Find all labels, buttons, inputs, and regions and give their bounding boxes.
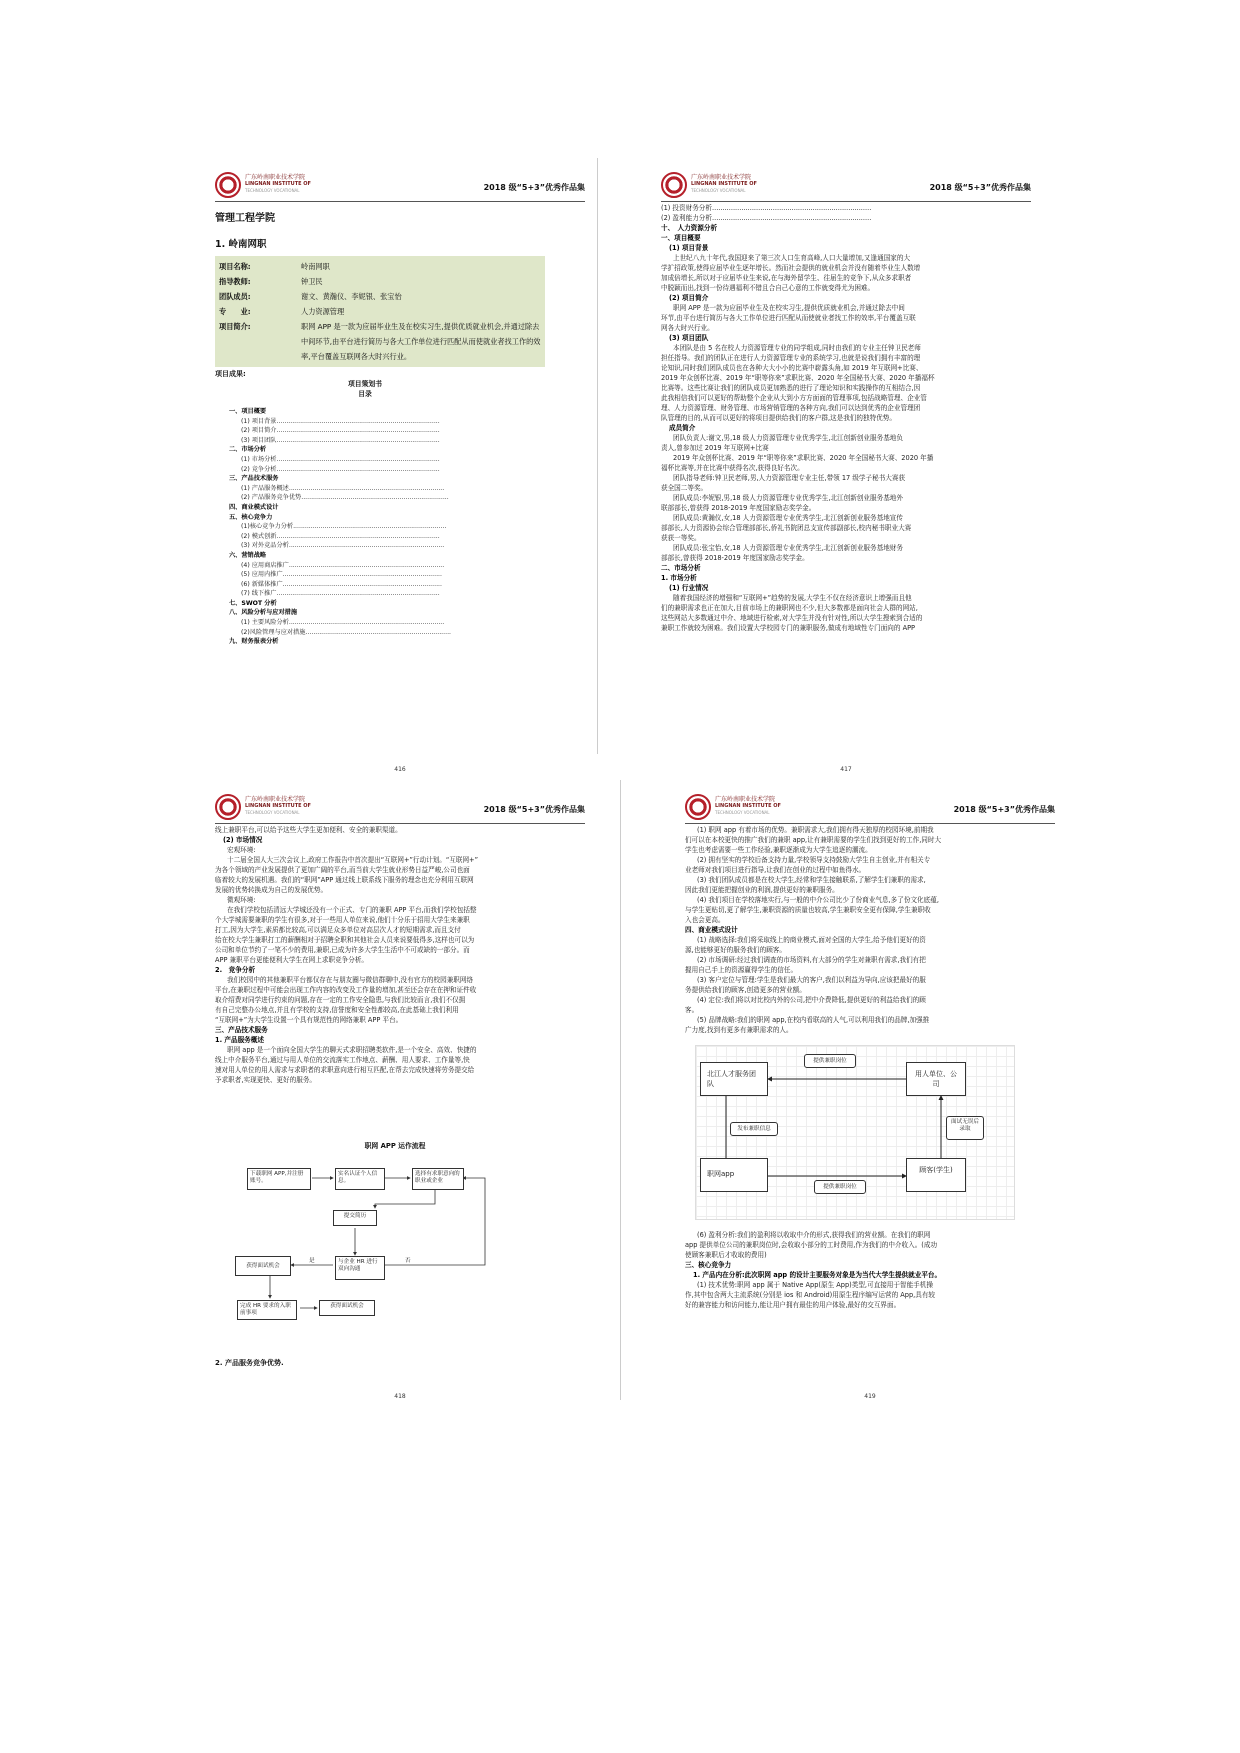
paragraph-line: (3) 客户定位与管理:学生是我们最大的客户,我们以利益为导向,应该把最好的服 [697, 976, 926, 984]
paragraph-line: 2019 年众创杯比赛、2019 年“职等你来”求职比赛、2020 年全国秘书大赛、2020 年播 [673, 454, 934, 462]
paragraph-line: 部部长,人力资源协会综合管理部部长,侨礼书院团总支宣传部副部长,校内秘书职业大赛 [661, 524, 912, 532]
diagram-label-left: 发布兼职信息 [730, 1122, 778, 1136]
page-header [661, 168, 1031, 204]
toc-entry[interactable]: (1) 主要风险分析............................................................................... [241, 619, 445, 627]
diagram-label-bottom: 提供兼职岗位 [814, 1180, 866, 1194]
school-logo-icon [661, 172, 687, 198]
page-number: 418 [394, 1393, 406, 1400]
paragraph-line: 作,其中包含两大主流系统(分别是 ios 和 Android)用原生程序编写运营的 App,具有较 [685, 1291, 936, 1299]
paragraph-line: 加成倍增长,所以对于应届毕业生来说,在与海外留学生、往届生的竞争下,从众多求职者 [661, 274, 912, 282]
flow-step-interview: 获得面试机会 [235, 1256, 291, 1276]
paragraph-line: 务提供给我们的顾客,创造更多的营业额。 [685, 986, 806, 994]
school-name-en: LINGNAN INSTITUTE OF [245, 803, 311, 809]
paragraph-line: 福杯比赛等,并在比赛中获得名次,获得良好名次。 [661, 464, 804, 472]
section-heading: (3) 项目团队 [669, 334, 709, 342]
paragraph-line: 速对用人单位的用人需求与求职者的求职意向进行相互匹配,在帮去完成快速将劳务提交给 [215, 1066, 475, 1074]
section-heading: 三、核心竞争力 [685, 1261, 732, 1269]
paragraph-line: (3) 我们团队成员都是在校大学生,经常和学生接触联系,了解学生们兼职的需求, [697, 876, 926, 884]
paragraph-line: (6) 盈利分析:我们的盈利将以收取中介的形式,获得我们的营业额。在我们的职网 [697, 1231, 931, 1239]
toc-entry[interactable]: (3) 对外竞品分析............................................................................... [241, 542, 445, 550]
school-name-sub: TECHNOLOGY VOCATIONAL [245, 810, 300, 815]
section-heading: (1) 行业情况 [669, 584, 709, 592]
header-rule [215, 823, 585, 824]
page-divider-top [597, 158, 598, 754]
toc-entry[interactable]: (5) 应用内推广................................................................................. [241, 571, 442, 579]
paragraph-line: (1) 职网 app 有着市场的优势。兼职需求大,我们拥有得天独厚的校园环境,前期我 [697, 826, 934, 834]
toc-entry[interactable]: (2) 竞争分析................................................................................... [241, 465, 440, 473]
school-name: 广东岭南职业技术学院 [245, 796, 306, 803]
info-key: 项目名称: [219, 262, 251, 271]
toc-entry[interactable]: 七、SWOT 分析 [229, 599, 277, 607]
paragraph-line: 为各个领域的产业发展提供了更加广阔的平台,而当前大学生就业形势日益严峻,公司也面 [215, 866, 470, 874]
section-heading: (2) 市场情况 [223, 836, 263, 844]
collection-title: 2018 级“5+3”优秀作品集 [483, 183, 585, 192]
paragraph-line: 职网 app 是一个面向全国大学生的聊天式求职招聘类软件,是一个安全、高效、快捷的 [227, 1046, 477, 1054]
toc-entry[interactable]: (1)核心竞争力分析.............................................................................. [241, 523, 447, 531]
section-heading: (1) 项目背景 [669, 244, 709, 252]
toc-entry[interactable]: (1) 市场分析................................................................................... [241, 455, 440, 463]
competitive-advantage-heading: 2. 产品服务竞争优势. [215, 1359, 284, 1367]
toc-entry[interactable]: (1) 产品服务概述............................................................................... [241, 484, 445, 492]
section-heading: 十、 人力资源分析 [661, 224, 718, 232]
flow-step-submit: 提交简历 [333, 1210, 377, 1226]
page-body-continued [685, 1230, 1055, 1310]
paragraph-line: 与学生更贴切,更了解学生,兼职资源的质量也较高,学生兼职安全更有保障,学生兼职收 [685, 906, 931, 914]
paragraph-line: 发展的优势转换成为自己的发展优势。 [215, 886, 328, 894]
paragraph-line: 好的兼容能力和访问能力,能让用户拥有最佳的用户体验,最好的交互界面。 [685, 1301, 901, 1309]
header-rule [215, 201, 585, 202]
paragraph-line: 网各大时兴行业。 [661, 324, 714, 332]
info-row [219, 289, 541, 304]
toc-entry[interactable]: 一、项目概要 [229, 408, 267, 415]
paragraph-line: 十二届全国人大三次会议上,政府工作报告中首次提出“互联网+”行动计划。“互联网+” [227, 856, 478, 864]
project-info-table [215, 256, 545, 367]
paragraph-line: “互联网+”为大学生设置一个具有规范性的网络兼职 APP 平台。 [215, 1016, 403, 1024]
paragraph-line: 理、人力资源管理、财务管理、市场营销管理的各种方向,我们可以达到优秀的企业管理团 [661, 404, 921, 412]
paragraph-line: 团队成员:张宝怡,女,18 人力资源管理专业优秀学生,北江创新创业服务基地财务 [673, 544, 903, 552]
paragraph-line: 使顾客兼职后才收取的费用) [685, 1251, 767, 1259]
paragraph-line: 担任指导。我们的团队正在进行人力资源管理专业的系统学习,也就是说我们拥有丰富的理 [661, 354, 921, 362]
flow-step-download: 下载职网 APP,并注册账号。 [247, 1168, 311, 1190]
page-header [215, 168, 585, 204]
page-body [661, 203, 1031, 633]
section-heading: 1. 产品服务概述 [215, 1036, 264, 1044]
school-name: 广东岭南职业技术学院 [691, 174, 752, 181]
header-rule [685, 823, 1055, 824]
paragraph-line: 因此我们更能把握创业的利润,提供更好的兼职服务。 [685, 886, 839, 894]
info-row [219, 274, 541, 289]
info-row [219, 304, 541, 319]
toc-title: 目录 [358, 390, 372, 398]
paragraph-line: 取介绍费对同学进行约束的问题,存在一定的工作安全隐患,与我们比较而言,我们不仅拥 [215, 996, 466, 1004]
paragraph-line: 本团队是由 5 名在校人力资源管理专业的同学组成,同时由我们的专业主任钟卫民老师 [673, 344, 921, 352]
school-name: 广东岭南职业技术学院 [715, 796, 776, 803]
paragraph-line: 中脱颖而出,找到一份待遇福利不错且合自己心意的工作就变得尤为困难。 [661, 284, 875, 292]
toc-entry[interactable]: 九、财务报表分析 [229, 638, 279, 646]
paragraph-line: 们可以在本校更快的推广我们的兼职 app,让有兼职需要的学生们找到更好的工作,同时大 [685, 836, 942, 844]
school-logo-icon [215, 794, 241, 820]
paragraph-line: (5) 品牌战略:我们的职网 app,在校内看联高的人气,可以利用我们的品牌,加强推 [697, 1016, 930, 1024]
school-logo-icon [215, 172, 241, 198]
page-body [685, 825, 1055, 1035]
header-rule [661, 201, 1031, 202]
flow-yes-label: 是 [309, 1258, 315, 1264]
paragraph-line: 团队成员:李妮银,男,18 级人力资源管理专业优秀学生,北江创新创业服务基地外 [673, 494, 903, 502]
school-name-en: LINGNAN INSTITUTE OF [245, 181, 311, 187]
page-body [215, 825, 585, 1085]
toc-entry[interactable]: (7) 线下推广................................................................................... [241, 590, 440, 598]
paragraph-line: 比赛等。这些比赛让我们的团队成员更加熟悉的进行了理论知识和实践操作的互相结合,因 [661, 384, 921, 392]
paragraph-line: 广力度,找到有更多有兼职需求的人。 [685, 1026, 793, 1034]
paragraph-line: 线上中介服务平台,通过与用人单位的交流落实工作地点、薪酬、用人要求、工作量等,快 [215, 1056, 470, 1064]
info-value: 钟卫民 [301, 277, 323, 286]
toc-entry[interactable]: 四、商业模式设计 [229, 503, 279, 511]
table-of-contents [229, 407, 529, 647]
paragraph-line: 平台,在兼职过程中可能会出现工作内容的改变及工作量的增加,甚至还会存在在押和证件收 [215, 986, 477, 994]
page-419 [685, 790, 1055, 1400]
school-name-sub: TECHNOLOGY VOCATIONAL [715, 810, 770, 815]
info-key: 项目简介: [219, 322, 251, 331]
paragraph-line: 打工,因为大学生,素质都比较高,可以满足众多单位对高层次人才的短期需求,而且支付 [215, 926, 461, 934]
flow-chart [235, 1140, 555, 1350]
paragraph-line: 随着我国经济的增强和“互联网+”趋势的发展,大学生不仅在经济意识上增强而且他 [673, 594, 912, 602]
section-heading: (2) 项目简介 [669, 294, 709, 302]
paragraph-line: 队管理的目的,从而可以更好的将项目提供给我们的客户群,这是我们的独特优势。 [661, 414, 896, 422]
paragraph-line: 源,也能够更好的服务我们的顾客。 [685, 946, 787, 954]
paragraph-line: 客。 [685, 1006, 699, 1014]
diagram-node-student: 顾客(学生) [906, 1158, 966, 1192]
toc-entry[interactable]: (3) 项目团队................................................................................... [241, 436, 440, 444]
collection-title: 2018 级“5+3”优秀作品集 [483, 805, 585, 814]
flow-step-verify: 实名认证个人信息。 [335, 1168, 385, 1190]
info-row [219, 259, 541, 274]
info-value: 职网 APP 是一款为应届毕业生及在校实习生,提供优质就业机会,并通过除去中间环节,由平台进行简历与各大工作单位进行匹配从而使就业者找工作的效率,平台覆盖互联网各大时兴行业。 [301, 322, 541, 361]
paragraph-line: 职网 APP 是一款为应届毕业生及在校实习生,提供优质就业机会,并通过除去中间 [673, 304, 905, 312]
paragraph-line: (1) 战略选择:我们将采取线上的商业模式,面对全国的大学生,给予他们更好的资 [697, 936, 926, 944]
paragraph-line: 团队成员:黄瀚仪,女,18 人力资源管理专业优秀学生,北江创新创业服务基地宣传 [673, 514, 903, 522]
toc-entry[interactable]: (2)风险管理与应对措施.......................................................................... [241, 628, 451, 636]
school-name: 广东岭南职业技术学院 [245, 174, 306, 181]
section-heading: 1. 市场分析 [661, 574, 697, 582]
page-number: 417 [840, 766, 852, 773]
paragraph-line: 兼职工作就较为困难。我们设置大学校园专门的兼职服务,做成有地域性专门面向的 APP [661, 624, 916, 632]
paragraph-line: 上世纪八九十年代,我国迎来了第三次人口生育高峰,人口大量增加,又逢通国家的大 [673, 254, 911, 262]
toc-entry[interactable]: 三、产品技术服务 [229, 475, 279, 483]
school-name-en: LINGNAN INSTITUTE OF [715, 803, 781, 809]
paragraph-line: (1) 技术优势:职网 app 属于 Native App(原生 App)类型,可直接用于智能手机操 [697, 1281, 933, 1289]
paragraph-line: 团队负责人:谢文,男,18 级人力资源管理专业优秀学生,北江创新创业服务基地负 [673, 434, 903, 442]
info-value: 谢文、黄瀚仪、李妮银、张宝怡 [301, 292, 402, 301]
page-header [215, 790, 585, 826]
results-label: 项目成果: [215, 370, 246, 378]
paragraph-line: 线上兼职平台,可以给予这些大学生更加便利、安全的兼职渠道。 [215, 826, 402, 834]
page-417 [661, 168, 1031, 773]
page-number: 416 [394, 766, 406, 773]
paragraph-line: 入也会更高。 [685, 916, 725, 924]
paragraph-line: 微观环境: [227, 896, 256, 904]
school-name-en: LINGNAN INSTITUTE OF [691, 181, 757, 187]
paragraph-line: 论知识,同时我们团队成员也在各种大大小小的比赛中崭露头角,如 2019 年互联网+比赛、 [661, 364, 923, 372]
info-row [219, 319, 541, 364]
diagram-label-right: 面试无误后录取 [946, 1116, 984, 1140]
paragraph-line: 获全国二等奖。 [661, 484, 708, 492]
toc-entry[interactable]: (2) 产品服务竞争优势........................................................................... [241, 494, 449, 502]
paragraph-line: 业老师对我们项目进行指导,让我们在创业的过程中如鱼得水。 [685, 866, 866, 874]
toc-entry[interactable]: (2) 模式创新................................................................................... [241, 532, 440, 540]
paragraph-line: 有自己完整办公地点,并且有学校的支持,信誉度和安全性都较高,在此基础上我们利用 [215, 1006, 459, 1014]
flow-step-hr-talk: 与企业 HR 进行双向沟通 [335, 1256, 385, 1280]
page-416 [215, 168, 585, 773]
school-name-sub: TECHNOLOGY VOCATIONAL [691, 188, 746, 193]
section-heading: 二、市场分析 [661, 564, 701, 572]
school-name-sub: TECHNOLOGY VOCATIONAL [245, 188, 300, 193]
info-key: 指导教师: [219, 277, 251, 286]
flow-title: 职网 APP 运作流程 [364, 1142, 426, 1150]
toc-entry[interactable]: (4) 应用商店推广............................................................................... [241, 561, 445, 569]
page-418 [215, 790, 585, 1400]
paragraph-line: 联部部长,曾获得 2018-2019 年度国家励志奖学金。 [661, 504, 816, 512]
plan-title: 项目策划书 [348, 380, 382, 388]
paragraph-line: 此我相信我们可以更好的帮助整个企业从大到小方方面面的管理事项,包括战略管理、企业管 [661, 394, 927, 402]
paragraph-line: (2) 市场调研:经过我们调查的市场资料,有大部分的学生对兼职有需求,我们有把 [697, 956, 926, 964]
diagram-node-app: 职网app [700, 1158, 768, 1192]
paragraph-line: 们的兼职需求也正在加大,目前市场上的兼职网也不少,但大多数都是面向社会人群的网站, [661, 604, 918, 612]
paragraph-line: 2019 年众创杯比赛、2019 年“职等你来”求职比赛、2020 年全国秘书大赛、2020 年播福杯 [661, 374, 935, 382]
section-heading: 2. 竞争分析 [215, 966, 256, 974]
collection-title: 2018 级“5+3”优秀作品集 [929, 183, 1031, 192]
paragraph-line: (4) 我们项目在学校落地实行,与一般的中介公司比少了份商业气息,多了份文化底蕴, [697, 896, 939, 904]
page-header [685, 790, 1055, 826]
paragraph-line: 个大学城需要兼职的学生有很多,对于一些用人单位来说,他们十分乐于招用大学生来兼职 [215, 916, 470, 924]
info-value: 人力资源管理 [301, 307, 345, 316]
page-divider-bottom [620, 780, 621, 1400]
paragraph-line: 学生也考虑需要一些工作经验,兼职逐渐成为大学生追逐的潮流。 [685, 846, 872, 854]
paragraph-line: APP 兼职平台更能便利大学生在网上求职竞争分析。 [215, 956, 369, 964]
paragraph-line: (1) 投资财务分析............................................................................ [661, 204, 872, 212]
paragraph-line: 这些网站大多数通过中介、地域进行检索,对大学生并没有针对性,所以大学生搜索到合适的 [661, 614, 923, 622]
flow-no-label: 否 [405, 1258, 411, 1264]
info-value: 岭南网职 [301, 262, 330, 271]
business-diagram [695, 1045, 1015, 1220]
paragraph-line: 团队指导老师:钟卫民老师,男,人力资源管理专业主任,带领 17 级学子秘书大赛获 [673, 474, 906, 482]
toc-entry[interactable]: (1) 项目背景................................................................................... [241, 417, 440, 425]
section-heading: 一、项目概要 [661, 234, 701, 242]
toc-entry[interactable]: 八、风险分析与应对措施 [229, 609, 298, 617]
toc-entry[interactable]: (2) 项目简介................................................................................... [241, 427, 440, 435]
page-body [215, 208, 585, 647]
paragraph-line: app 提供单位公司的兼职岗位时,会收取小部分的工时费用,作为我们的中介收入。(成功 [685, 1241, 938, 1249]
paragraph-line: 环节,由平台进行简历与各大工作单位进行匹配从而使就业者找工作的效率,平台覆盖互联 [661, 314, 916, 322]
diagram-label-top: 提供兼职岗位 [804, 1054, 856, 1068]
paragraph-line: 获获一等奖。 [661, 534, 701, 542]
diagram-node-employer: 用人单位、公司 [906, 1062, 966, 1096]
flow-step-choose: 选择有求职意向的职业或企业 [412, 1168, 464, 1190]
collection-title: 2018 级“5+3”优秀作品集 [953, 805, 1055, 814]
section-heading: 四、商业模式设计 [685, 926, 738, 934]
paragraph-line: 给在校大学生兼职打工的薪酬相对于招聘全职和其他社会人员来说要低得多,这样也可以为 [215, 936, 475, 944]
toc-entry[interactable]: 六、营销战略 [229, 551, 267, 559]
toc-entry[interactable]: 二、市场分析 [229, 446, 267, 454]
diagram-node-hub: 北江人才服务团队 [700, 1062, 768, 1096]
paragraph-line: 在我们学校包括清远大学城还没有一个正式、专门的兼职 APP 平台,而我们学校包括整 [227, 906, 477, 914]
paragraph-line: 公司和单位节约了一笔不少的费用,兼职,已成为许多大学生生活中不可或缺的一部分。而 [215, 946, 470, 954]
paragraph-line: 宏观环境: [227, 846, 256, 854]
section-heading: 三、产品技术服务 [215, 1026, 268, 1034]
paragraph-line: 临着较大的发展机遇。我们的“职网”APP 通过线上联系线下服务的理念也充分利用互联网 [215, 876, 474, 884]
page-number: 419 [864, 1393, 876, 1400]
flow-step-offer: 获得面试机会 [319, 1300, 375, 1316]
paragraph-line: 部部长,曾获得 2018-2019 年度国家励志奖学金。 [661, 554, 809, 562]
paragraph-line: 责人,曾参加过 2019 年互联网+比赛 [661, 444, 769, 452]
paragraph-line: (2) 拥有坚实的学校后备支持力量,学校领导支持鼓励大学生自主创业,并有相关专 [697, 856, 931, 864]
school-logo-icon [685, 794, 711, 820]
flow-step-onboard: 完成 HR 要求的入职前事项 [237, 1300, 297, 1320]
paragraph-line: (2) 盈利能力分析............................................................................ [661, 214, 872, 222]
toc-entry[interactable]: (6) 新媒体推广................................................................................. [241, 580, 442, 588]
section-heading: 成员简介 [669, 424, 696, 432]
project-heading: 1. 岭南网职 [215, 239, 267, 250]
paragraph-line: (4) 定位:我们将以对比校内外的公司,把中介费降低,提供更好的利益给我们的顾 [697, 996, 926, 1004]
paragraph-line: 学扩招政策,使得应届毕业生逐年增长。然而社会提供的就业机会并没有随着毕业生人数增 [661, 264, 921, 272]
paragraph-line: 握用自己手上的资源赢得学生的信任。 [685, 966, 798, 974]
section-heading: 1. 产品内在分析:此次职网 app 的设计主要服务对象是为当代大学生提供就业平台。 [693, 1271, 942, 1279]
paragraph-line: 我们校园中的其他兼职平台都仅存在与朋友圈与微信群聊中,没有官方的校园兼职网络 [227, 976, 474, 984]
paragraph-line: 予求职者,实现更快、更好的服务。 [215, 1076, 317, 1084]
college-heading: 管理工程学院 [215, 213, 275, 224]
toc-entry[interactable]: 五、核心竞争力 [229, 513, 273, 521]
info-key: 专 业: [219, 307, 251, 316]
info-key: 团队成员: [219, 292, 251, 301]
